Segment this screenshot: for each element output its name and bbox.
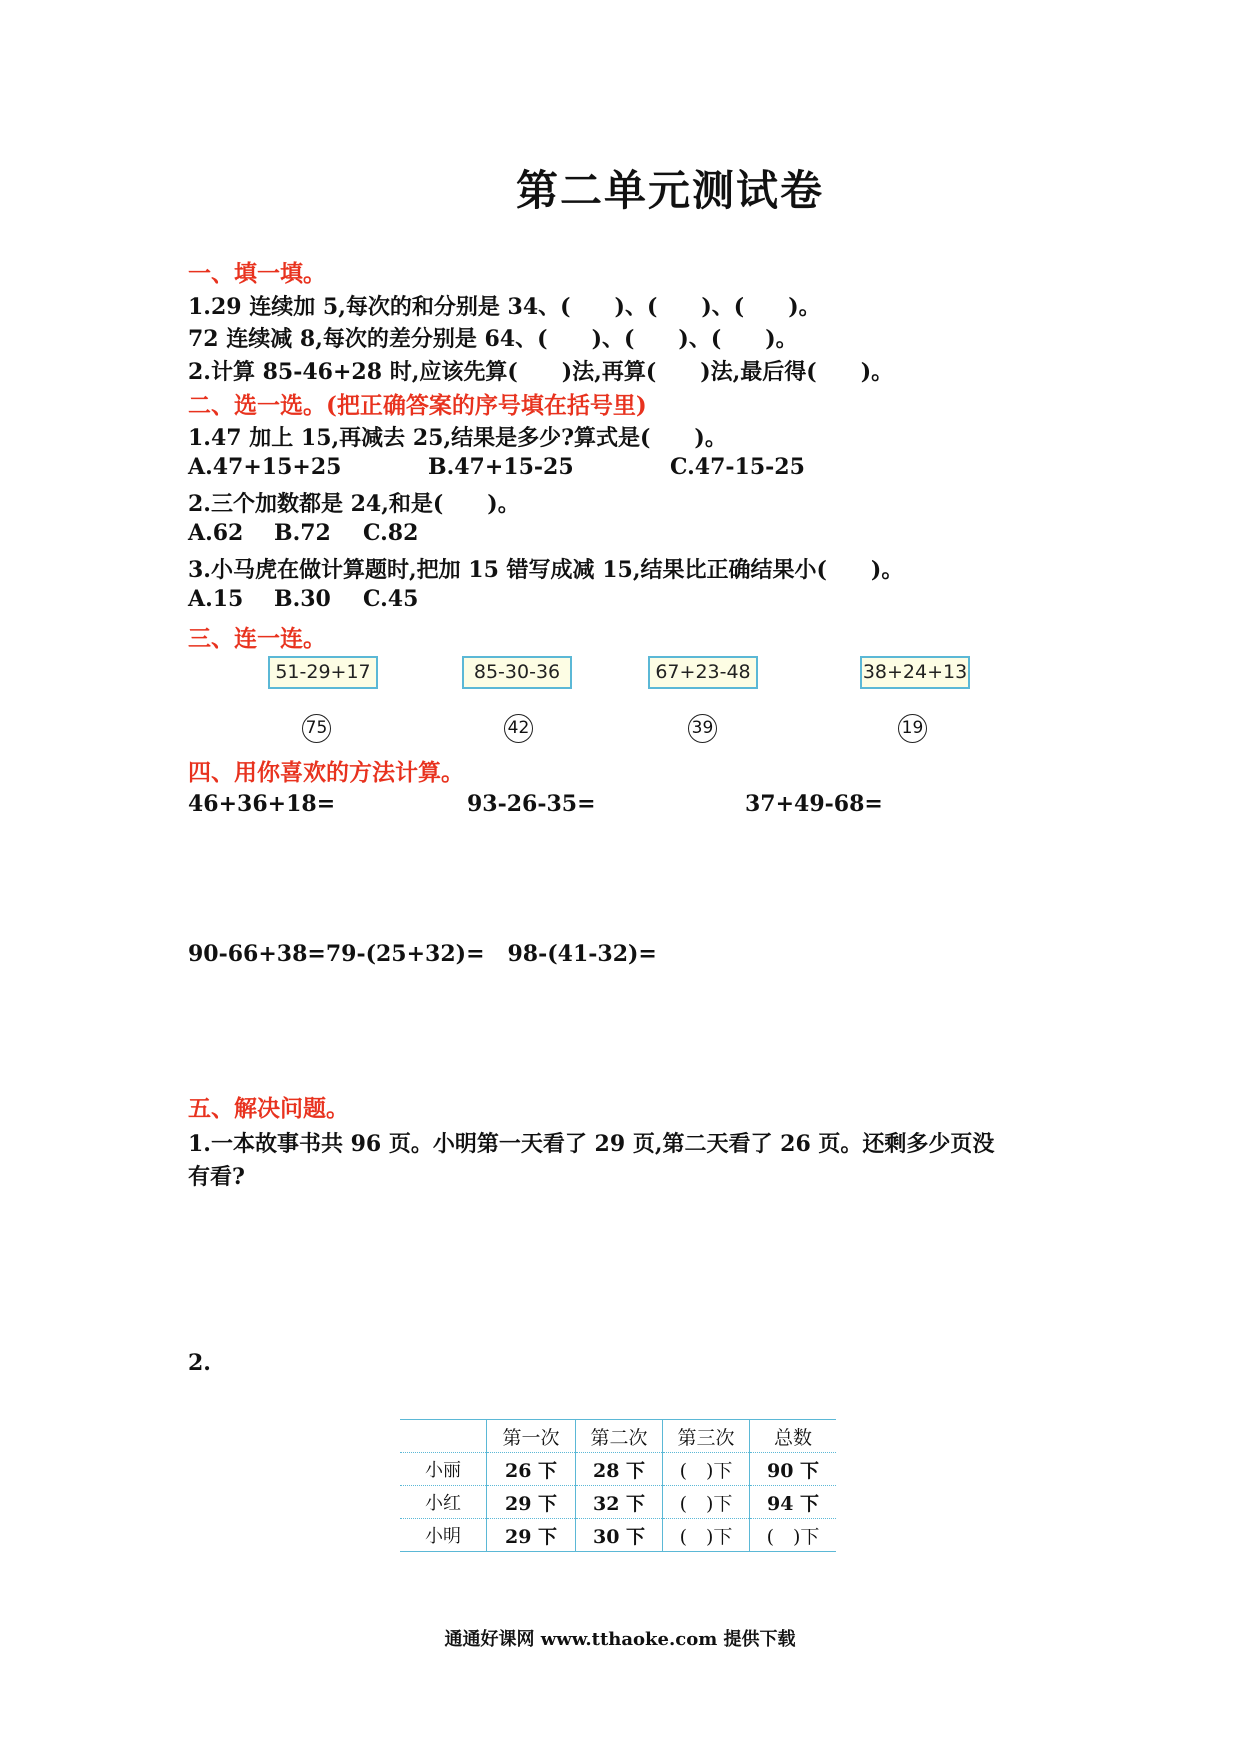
table-cell: 28 下 bbox=[576, 1453, 663, 1486]
s2-q2-option-b: B.72 bbox=[274, 520, 331, 546]
s2-q1-option-b: B.47+15-25 bbox=[428, 454, 574, 480]
s1-q2: 2.计算 85-46+28 时,应该先算( )法,再算( )法,最后得( )。 bbox=[188, 359, 894, 385]
calc-item: 37+49-68= bbox=[745, 791, 883, 817]
s2-q1-option-c: C.47-15-25 bbox=[670, 454, 805, 480]
table-cell: ( )下 bbox=[663, 1519, 750, 1552]
table-header-cell: 总数 bbox=[750, 1420, 837, 1453]
s2-q1: 1.47 加上 15,再减去 25,结果是多少?算式是( )。 bbox=[188, 425, 727, 451]
section-4-heading: 四、用你喜欢的方法计算。 bbox=[188, 759, 464, 786]
section-3-heading: 三、连一连。 bbox=[188, 625, 326, 652]
answer-circle: 42 bbox=[504, 714, 533, 743]
jump-rope-table bbox=[400, 1419, 836, 1552]
section-1-heading: 一、填一填。 bbox=[188, 260, 326, 287]
table-cell: 小红 bbox=[400, 1486, 487, 1519]
s2-q3: 3.小马虎在做计算题时,把加 15 错写成减 15,结果比正确结果小( )。 bbox=[188, 557, 904, 583]
calc-row-2: 90-66+38=79-(25+32)= 98-(41-32)= bbox=[188, 941, 657, 967]
s5-q1-line2: 有看? bbox=[188, 1164, 245, 1190]
answer-circle: 75 bbox=[302, 714, 331, 743]
expression-box: 51-29+17 bbox=[268, 656, 378, 689]
table-row bbox=[400, 1453, 836, 1486]
table-header-cell: 第一次 bbox=[487, 1420, 576, 1453]
table-cell: 90 下 bbox=[750, 1453, 837, 1486]
s1-q1b: 72 连续减 8,每次的差分别是 64、( )、( )、( )。 bbox=[188, 326, 798, 352]
table-row bbox=[400, 1486, 836, 1519]
s2-q2-option-a: A.62 bbox=[188, 520, 244, 546]
s2-q1-option-a: A.47+15+25 bbox=[188, 454, 342, 480]
table-row bbox=[400, 1519, 836, 1552]
expression-box: 38+24+13 bbox=[860, 656, 970, 689]
expression-box: 85-30-36 bbox=[462, 656, 572, 689]
s2-q3-option-b: B.30 bbox=[274, 586, 331, 612]
s2-q3-option-c: C.45 bbox=[363, 586, 419, 612]
expression-box: 67+23-48 bbox=[648, 656, 758, 689]
table-cell: 94 下 bbox=[750, 1486, 837, 1519]
answer-circle: 39 bbox=[688, 714, 717, 743]
page-title: 第二单元测试卷 bbox=[515, 166, 824, 215]
table-cell: ( )下 bbox=[750, 1519, 837, 1552]
table-header-cell bbox=[400, 1420, 487, 1453]
table-cell: ( )下 bbox=[663, 1486, 750, 1519]
answer-circle: 19 bbox=[898, 714, 927, 743]
table-cell: 29 下 bbox=[487, 1519, 576, 1552]
table-cell: 小明 bbox=[400, 1519, 487, 1552]
table-header-cell: 第三次 bbox=[663, 1420, 750, 1453]
calc-item: 46+36+18= bbox=[188, 791, 336, 817]
table-cell: ( )下 bbox=[663, 1453, 750, 1486]
section-5-heading: 五、解决问题。 bbox=[188, 1095, 349, 1122]
table-cell: 30 下 bbox=[576, 1519, 663, 1552]
s1-q1a: 1.29 连续加 5,每次的和分别是 34、( )、( )、( )。 bbox=[188, 294, 821, 320]
table-cell: 29 下 bbox=[487, 1486, 576, 1519]
table-header-cell: 第二次 bbox=[576, 1420, 663, 1453]
table-cell: 32 下 bbox=[576, 1486, 663, 1519]
s2-q2-option-c: C.82 bbox=[363, 520, 419, 546]
s5-q1-line1: 1.一本故事书共 96 页。小明第一天看了 29 页,第二天看了 26 页。还剩多少页没 bbox=[188, 1131, 995, 1157]
s2-q3-option-a: A.15 bbox=[188, 586, 244, 612]
s5-q2-label: 2. bbox=[188, 1350, 211, 1376]
table-cell: 26 下 bbox=[487, 1453, 576, 1486]
section-2-heading: 二、选一选。(把正确答案的序号填在括号里) bbox=[188, 392, 647, 419]
calc-item: 93-26-35= bbox=[467, 791, 596, 817]
footer-credit: 通通好课网 www.tthaoke.com 提供下载 bbox=[444, 1629, 796, 1650]
table-cell: 小丽 bbox=[400, 1453, 487, 1486]
s2-q2: 2.三个加数都是 24,和是( )。 bbox=[188, 491, 520, 517]
